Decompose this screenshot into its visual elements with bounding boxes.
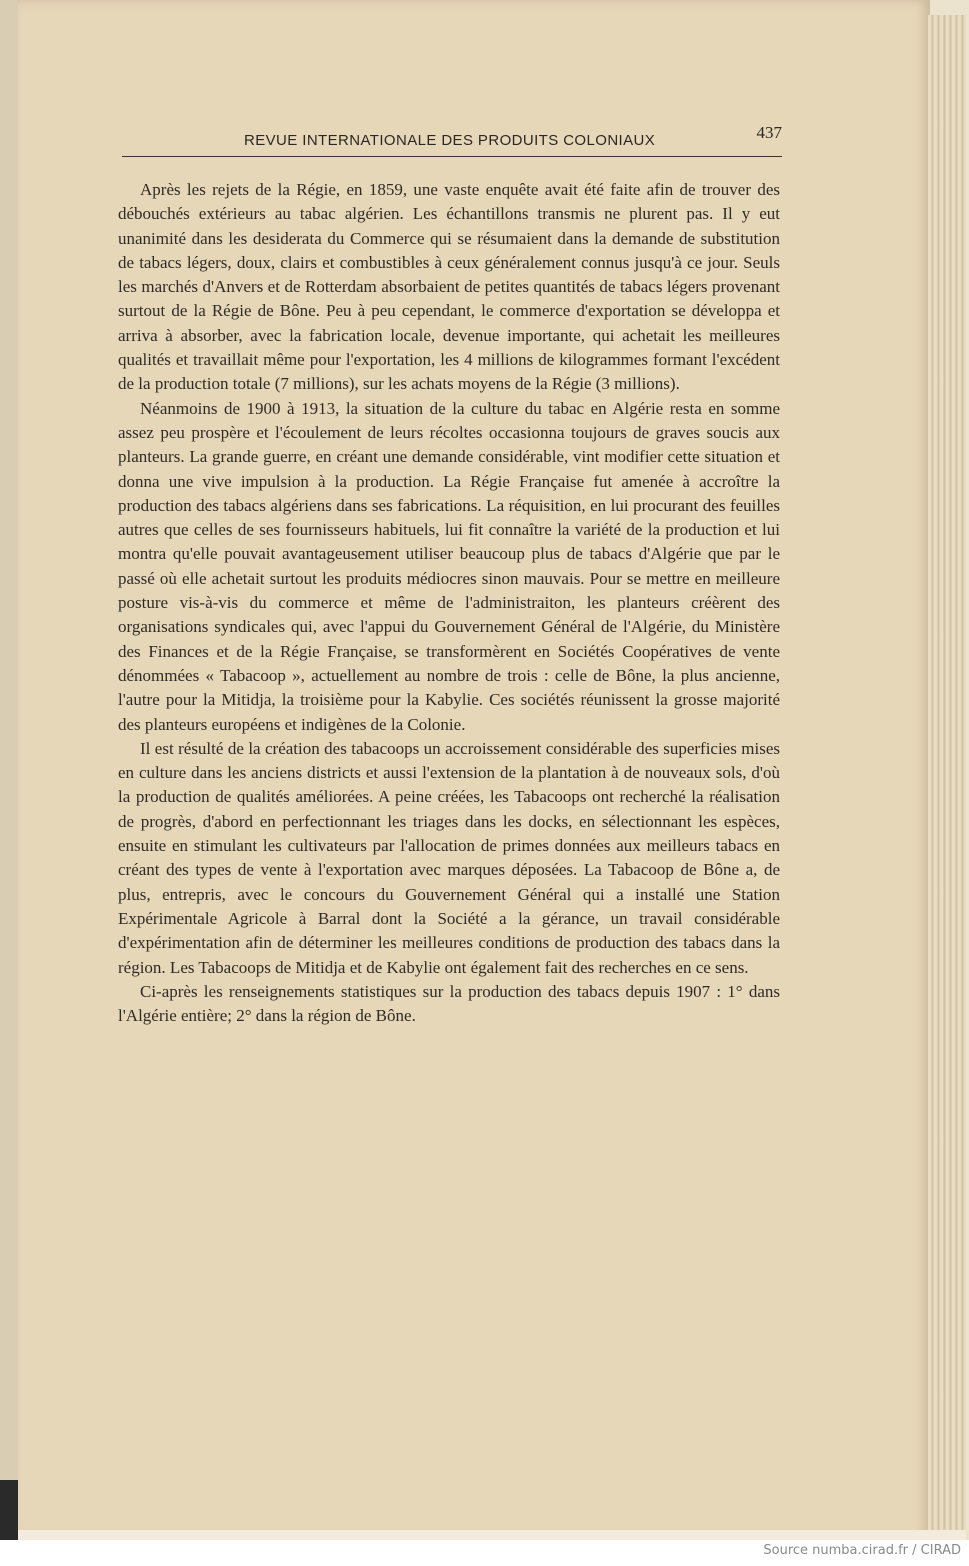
page-number: 437 bbox=[756, 123, 782, 142]
binding-edge-dark bbox=[0, 1480, 18, 1540]
running-header bbox=[122, 120, 782, 157]
binding-edge bbox=[0, 0, 18, 1540]
paragraph-3: Il est résulté de la création des tabacoops un accroissement considérable des superficies mises en culture dans les anciens districts et aussi l'extension de la plantation à de nouveaux sols, d'où la production de qualités améliorées. A peine créées, les Tabacoops ont recherché la réalisation de progrès, d'abord en perfectionnant les triages dans les docks, en sélectionnant les espèces, ensuite en stimulant les cultivateurs par l'allocation de primes données aux meilleurs tabacs en créant des types de vente à l'exportation avec marques déposées. La Tabacoop de Bône a, de plus, entrepris, avec le concours du Gouvernement Général qui a installé une Station Expérimentale Agricole à Barral dont la Société a la gérance, un travail considérable d'expérimentation afin de déterminer les meilleures conditions de production des tabacs dans la région. Les Tabacoops de Mitidja et de Kabylie ont également fait des recherches en ce sens. bbox=[118, 738, 780, 977]
journal-title: REVUE INTERNATIONALE DES PRODUITS COLONIAUX bbox=[244, 132, 656, 149]
source-credit: Source numba.cirad.fr / CIRAD bbox=[763, 1543, 961, 1558]
page-bottom-margin bbox=[18, 1530, 966, 1540]
paragraph-2: Néanmoins de 1900 à 1913, la situation de la culture du tabac en Algérie resta en somme assez peu prospère et l'écoulement de leurs récoltes occasionna toujours de graves soucis aux planteurs. La grande guerre, en créant une demande considérable, vint modifier cette situation et donna une vive impulsion à la production. La Régie Française fut amenée à accroître la production des tabacs algériens dans ses fabrications. La réquisition, en lui procurant des feuilles autres que celles de ses fournisseurs habituels, lui fit connaître la variété de la production et lui montra qu'elle pouvait avantageusement utiliser beaucoup plus de tabacs d'Algérie que par le passé où elle achetait surtout les produits médiocres sinon mauvais. Pour se mettre en meilleure posture vis-à-vis du commerce et même de l'administraiton, les planteurs créèrent des organisations syndicales qui, avec l'appui du Gouvernement Général de l'Algérie, du Ministère des Finances et de la Régie Française, se transformèrent en Sociétés Coopératives de vente dénommées « Tabacoop », actuellement au nombre de trois : celle de Bône, la plus ancienne, l'autre pour la Mitidja, la troisième pour la Kabylie. Ces sociétés réunissent la grosse majorité des planteurs européens et indigènes de la Colonie. bbox=[118, 398, 780, 734]
page-stack-edges bbox=[928, 15, 966, 1535]
article-body bbox=[118, 178, 780, 1028]
paragraph-1: Après les rejets de la Régie, en 1859, une vaste enquête avait été faite afin de trouver des débouchés extérieurs au tabac algérien. Les échantillons transmis ne plurent pas. Il y eut unanimité dans les desiderata du Commerce qui se résumaient dans la demande de substitution de tabacs légers, doux, clairs et combustibles à ceux généralement connus jusqu'à ce jour. Seuls les marchés d'Anvers et de Rotterdam absorbaient de petites quantités de tabacs légers provenant surtout de la Régie de Bône. Peu à peu cependant, le commerce d'exportation se développa et arriva à absorber, avec la fabrication locale, devenue importante, qui achetait les meilleures qualités et travaillait même pour l'exportation, les 4 millions de kilogrammes formant l'excédent de la production totale (7 millions), sur les achats moyens de la Régie (3 millions). bbox=[118, 180, 780, 394]
paragraph-4: Ci-après les renseignements statistiques sur la production des tabacs depuis 1907 : 1° dans l'Algérie entière; 2° dans la région de Bône. bbox=[118, 981, 780, 1026]
